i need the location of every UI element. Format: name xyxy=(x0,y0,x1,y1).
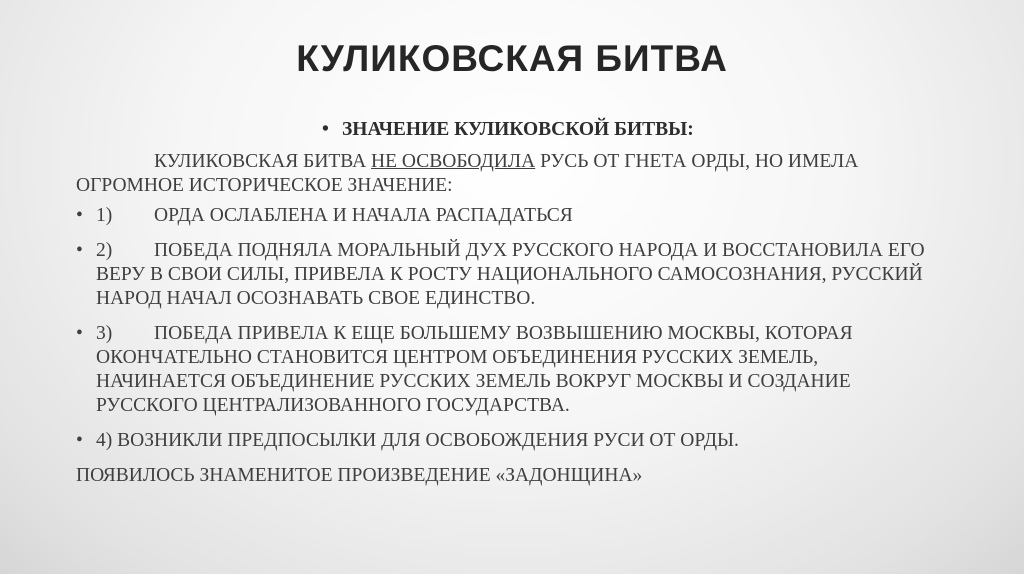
closing-paragraph: ПОЯВИЛОСЬ ЗНАМЕНИТОЕ ПРОИЗВЕДЕНИЕ «ЗАДОНЩИНА» xyxy=(76,465,643,486)
bullet-icon: • xyxy=(76,205,83,226)
bullet-icon: • xyxy=(76,240,83,261)
intro-after: РУСЬ ОТ ГНЕТА ОРДЫ, НО ИМЕЛА ОГРОМНОЕ ИСТОРИЧЕСКОЕ ЗНАЧЕНИЕ: xyxy=(76,151,859,196)
item-text: ВОЗНИКЛИ ПРЕДПОСЫЛКИ ДЛЯ ОСВОБОЖДЕНИЯ РУСИ ОТ ОРДЫ. xyxy=(117,430,739,451)
section-heading xyxy=(76,118,936,142)
item-number: 3) xyxy=(96,323,113,344)
intro-paragraph xyxy=(76,150,936,198)
list-item xyxy=(76,429,936,453)
slide-content xyxy=(76,118,936,494)
intro-underlined: НЕ ОСВОБОДИЛА xyxy=(371,151,536,172)
section-heading-text: ЗНАЧЕНИЕ КУЛИКОВСКОЙ БИТВЫ: xyxy=(342,119,694,140)
slide-title: КУЛИКОВСКАЯ БИТВА xyxy=(296,38,728,79)
bullet-icon: • xyxy=(76,430,83,451)
item-text: ПОБЕДА ПРИВЕЛА К ЕЩЕ БОЛЬШЕМУ ВОЗВЫШЕНИЮ МОСКВЫ, КОТОРАЯ ОКОНЧАТЕЛЬНО СТАНОВИТСЯ ЦЕНТРОМ ОБЪЕДИНЕНИЯ РУССКИХ ЗЕМЕЛЬ, НАЧИНАЕТСЯ ОБЪЕДИНЕНИЕ РУССКИХ ЗЕМЕЛЬ ВОКРУГ МОСКВЫ И СОЗДАНИЕ РУССКОГО ЦЕНТРАЛИЗОВАННОГО ГОСУДАРСТВА. xyxy=(96,323,853,416)
item-text: ПОБЕДА ПОДНЯЛА МОРАЛЬНЫЙ ДУХ РУССКОГО НАРОДА И ВОССТАНОВИЛА ЕГО ВЕРУ В СВОИ СИЛЫ, ПРИВЕЛА К РОСТУ НАЦИОНАЛЬНОГО САМОСОЗНАНИЯ, РУССКИЙ НАРОД НАЧАЛ ОСОЗНАВАТЬ СВОЕ ЕДИНСТВО. xyxy=(96,240,925,309)
item-number: 4) xyxy=(96,430,113,451)
item-number: 1) xyxy=(96,205,113,226)
item-text: ОРДА ОСЛАБЛЕНА И НАЧАЛА РАСПАДАТЬСЯ xyxy=(154,205,573,226)
intro-before: КУЛИКОВСКАЯ БИТВА xyxy=(154,151,372,172)
bullet-icon: • xyxy=(76,323,83,344)
list-item xyxy=(76,322,936,418)
item-number: 2) xyxy=(96,240,113,261)
list-item xyxy=(76,239,936,311)
bullet-icon: • xyxy=(322,119,329,140)
list-item xyxy=(76,204,936,228)
